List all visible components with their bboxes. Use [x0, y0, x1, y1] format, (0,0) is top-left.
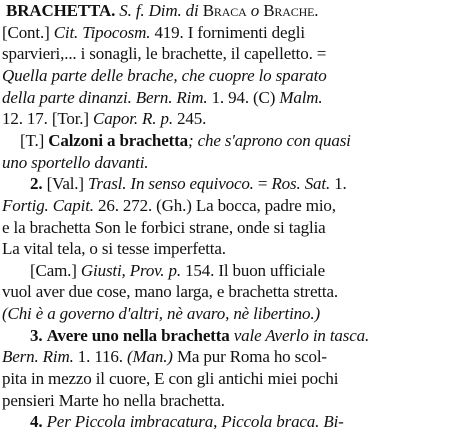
citation: Capor. R. p.	[93, 109, 173, 129]
quote-text: sparvieri,... i sonagli, le brachette, il capelletto. =	[2, 44, 327, 64]
text-line	[2, 238, 467, 260]
citation: Bern. Rim.	[2, 347, 74, 367]
headword: BRACHETTA.	[6, 1, 116, 20]
definition-line	[2, 152, 467, 174]
text-line	[30, 325, 467, 347]
citation: Ros. Sat.	[271, 174, 331, 194]
ref-brache: Brache.	[263, 1, 319, 20]
source-tag: (Man.)	[126, 347, 173, 367]
text-line	[20, 130, 467, 152]
sense-number: 3.	[30, 325, 43, 345]
definition-text: della parte dinanzi. Bern. Rim.	[2, 87, 208, 107]
text-line	[2, 43, 467, 65]
ref-braca: Braca	[202, 1, 247, 20]
definition-text: Per Piccola imbracatura, Piccola braca.	[46, 412, 320, 432]
text-line	[30, 411, 467, 433]
citation-number: 245.	[177, 109, 207, 129]
definition-text: ; che s'aprono con quasi	[187, 130, 351, 150]
text-line	[2, 108, 467, 130]
citation: Giusti, Prov. p.	[80, 260, 181, 280]
quote-text: Ma pur Roma ho scol-	[176, 347, 327, 367]
text-line	[30, 173, 467, 195]
entry-header-line	[6, 0, 467, 22]
quote-text: 154. Il buon ufficiale	[185, 260, 325, 280]
definition-text: uno sportello davanti.	[2, 152, 149, 172]
quote-text: La vital tela, o si tesse imperfetta.	[2, 239, 226, 259]
grammar-note: S. f. Dim. di	[119, 1, 199, 20]
quote-text: pita in mezzo il cuore, E con gli antichi miei pochi	[2, 369, 339, 389]
text-line	[2, 87, 467, 109]
quote-text: vuol aver due cose, mano larga, e brachetta stretta.	[2, 282, 338, 302]
equals-sign: =	[257, 174, 268, 194]
definition-line	[2, 65, 467, 87]
citation-number: 1. 116.	[77, 347, 123, 367]
source-tag: [Cam.]	[30, 260, 77, 280]
citation: Malm.	[279, 87, 323, 107]
text-line	[2, 390, 467, 412]
citation-number: 1.	[334, 174, 347, 194]
phrase-heading: Avere uno nella brachetta	[46, 325, 230, 345]
text-line	[2, 346, 467, 368]
quote-text: e la brachetta Son le forbici strane, onde si taglia	[2, 217, 326, 237]
sense-number: 2.	[30, 174, 43, 194]
source-tag: [Tor.]	[51, 109, 89, 129]
quote-text: (Chi è a governo d'altri, nè avaro, nè libertino.)	[2, 304, 320, 324]
text-line	[2, 303, 467, 325]
citation: Cit. Tipocosm.	[53, 22, 151, 42]
definition-text: vale Averlo in tasca.	[233, 325, 370, 345]
sense-number: 4.	[30, 412, 43, 432]
definition-text: Quella parte delle brache, che cuopre lo sparato	[2, 65, 327, 85]
text-line	[2, 195, 467, 217]
text-line	[30, 260, 467, 282]
quote-text: 26. 272. (Gh.) La bocca, padre mio,	[98, 195, 336, 215]
source-tag: [Cont.]	[2, 22, 50, 42]
source-tag: (C)	[253, 87, 276, 107]
text-line	[2, 22, 467, 44]
quote-text: pensieri Marte ho nella brachetta.	[2, 390, 225, 410]
source-tag: [Val.]	[46, 174, 84, 194]
citation-number: 12. 17.	[2, 109, 48, 129]
definition-text: Bi-	[323, 412, 344, 432]
conjunction: o	[250, 1, 260, 20]
citation: Fortig. Capit.	[2, 195, 94, 215]
text-line	[2, 368, 467, 390]
definition-text: Trasl. In senso equivoco.	[88, 174, 254, 194]
source-tag: [T.]	[20, 130, 45, 150]
text-line	[2, 217, 467, 239]
text-line	[2, 281, 467, 303]
phrase-heading: Calzoni a brachetta	[48, 130, 188, 150]
citation-number: 1. 94.	[211, 87, 249, 107]
quote-text: 419. I fornimenti degli	[154, 22, 305, 42]
